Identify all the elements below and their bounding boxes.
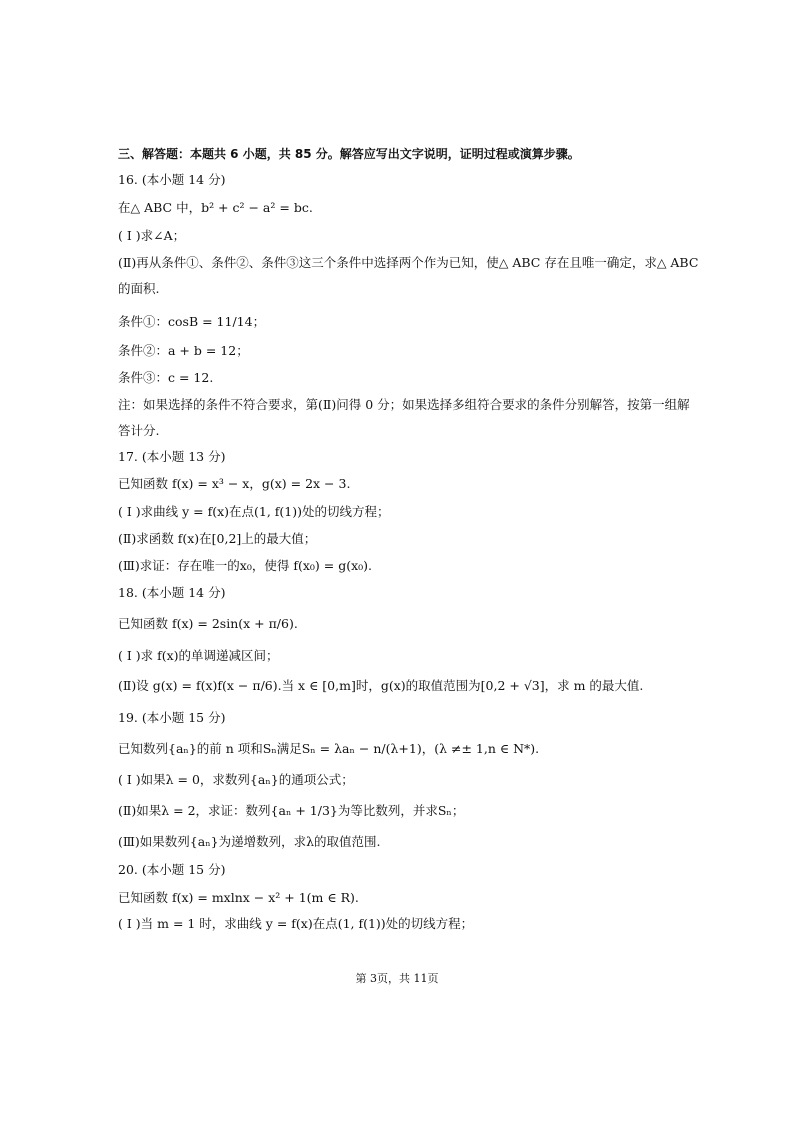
q16-note: 注：如果选择的条件不符合要求，第(Ⅱ)问得 0 分；如果选择多组符合要求的条件分别解答，按第一组解 xyxy=(118,397,690,412)
q17-part-1: ( Ⅰ )求曲线 y = f(x)在点(1, f(1))处的切线方程； xyxy=(118,504,390,519)
question-17-header: 17. (本小题 13 分) xyxy=(118,449,226,464)
page-footer: 第 3页，共 11页 xyxy=(355,972,439,985)
q16-condition-2: 条件②：a + b = 12； xyxy=(118,343,249,358)
q18-statement: 已知函数 f(x) = 2sin(x + π/6). xyxy=(118,616,298,631)
question-20-header: 20. (本小题 15 分) xyxy=(118,862,226,877)
q19-statement: 已知数列{aₙ}的前 n 项和Sₙ满足Sₙ = λaₙ − n/(λ+1)，(λ ≠± 1,n ∈ N*). xyxy=(118,741,540,756)
q18-part-1: ( Ⅰ )求 f(x)的单调递减区间； xyxy=(118,648,279,663)
q17-part-3: (Ⅲ)求证：存在唯一的x₀，使得 f(x₀) = g(x₀). xyxy=(118,558,372,573)
q16-part-1: ( Ⅰ )求∠A； xyxy=(118,228,186,243)
question-16-header: 16. (本小题 14 分) xyxy=(118,172,226,187)
question-18-header: 18. (本小题 14 分) xyxy=(118,585,226,600)
q19-part-1: ( Ⅰ )如果λ = 0，求数列{aₙ}的通项公式； xyxy=(118,772,354,787)
q20-part-1: ( Ⅰ )当 m = 1 时，求曲线 y = f(x)在点(1, f(1))处的切线方程； xyxy=(118,916,474,931)
section-heading: 三、解答题：本题共 6 小题，共 85 分。解答应写出文字说明，证明过程或演算步骤。 xyxy=(118,147,580,161)
q17-part-2: (Ⅱ)求函数 f(x)在[0,2]上的最大值； xyxy=(118,531,317,546)
q16-condition-3: 条件③：c = 12. xyxy=(118,370,214,385)
q16-part-2-cont: 的面积. xyxy=(118,281,160,296)
q16-statement: 在△ ABC 中，b² + c² − a² = bc. xyxy=(118,200,313,215)
q19-part-3: (Ⅲ)如果数列{aₙ}为递增数列，求λ的取值范围. xyxy=(118,834,381,849)
q16-note-cont: 答计分. xyxy=(118,423,160,438)
q18-part-2: (Ⅱ)设 g(x) = f(x)f(x − π/6).当 x ∈ [0,m]时，g(x)的取值范围为[0,2 + √3]，求 m 的最大值. xyxy=(118,678,644,693)
q19-part-2: (Ⅱ)如果λ = 2，求证：数列{aₙ + 1/3}为等比数列，并求Sₙ； xyxy=(118,803,465,818)
question-19-header: 19. (本小题 15 分) xyxy=(118,710,226,725)
q20-statement: 已知函数 f(x) = mxlnx − x² + 1(m ∈ R). xyxy=(118,890,359,905)
q16-part-2: (Ⅱ)再从条件①、条件②、条件③这三个条件中选择两个作为已知，使△ ABC 存在且唯一确定，求△ ABC xyxy=(118,255,699,270)
q17-statement: 已知函数 f(x) = x³ − x，g(x) = 2x − 3. xyxy=(118,476,351,491)
q16-condition-1: 条件①：cosB = 11/14； xyxy=(118,314,266,329)
